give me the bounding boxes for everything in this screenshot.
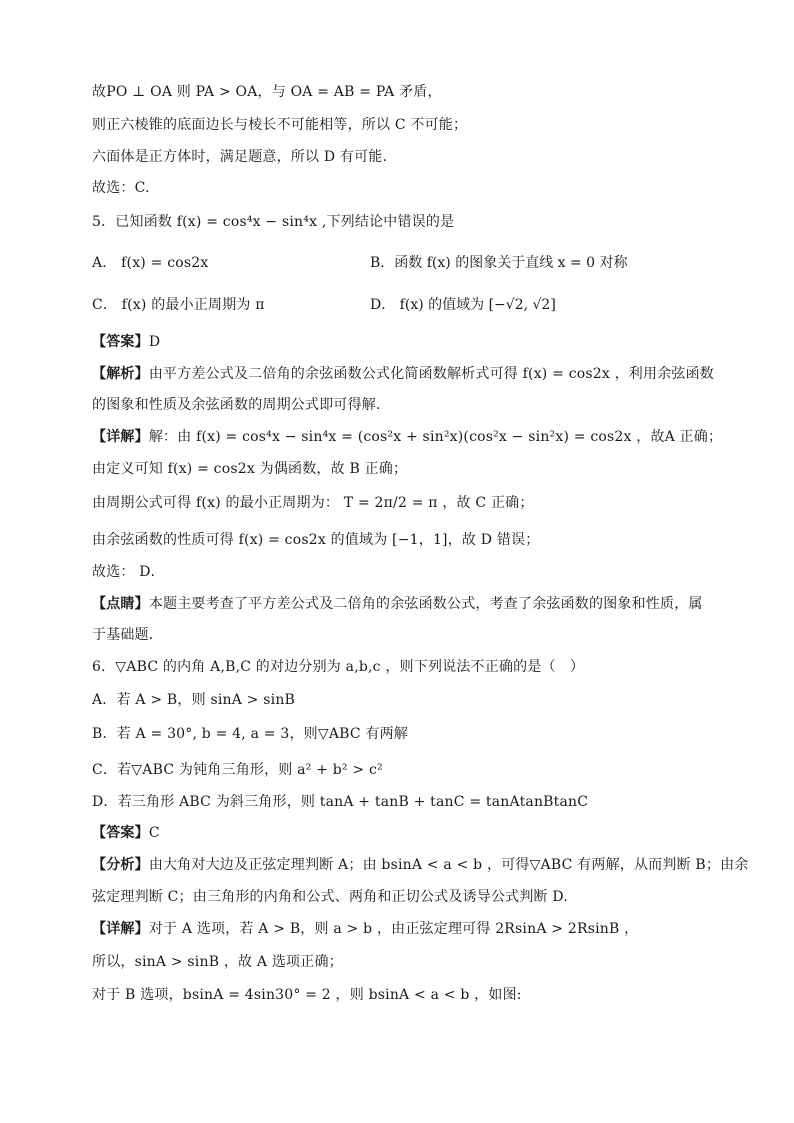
remark-tag: 【点睛】 — [92, 596, 149, 612]
detail-text: 解：由 f(x) = cos⁴x − sin⁴x = (cos²x + sin²x)(cos²x − sin²x) = cos2x ，故A 正确； — [148, 429, 723, 445]
answer-value: C — [148, 825, 160, 841]
analysis-text: 由大角对大边及正弦定理判断 A；由 bsinA < a < b ，可得▽ABC 有两解，从而判断 B；由余 — [148, 857, 749, 873]
detail-5 — [92, 427, 722, 447]
analysis-tag: 【解析】 — [92, 366, 149, 382]
text-line: 六面体是正方体时，满足题意，所以 D 有可能. — [92, 149, 388, 165]
answer-tag: 【答案】 — [92, 825, 149, 841]
text-line: 由余弦函数的性质可得 f(x) = cos2x 的值域为 [−1，1]，故 D 错误； — [92, 532, 540, 548]
text-line: 对于 B 选项，bsinA = 4sin30° = 2 ，则 bsinA < a < b ，如图: — [92, 987, 522, 1003]
detail-tag: 【详解】 — [92, 921, 149, 937]
text-line: 故PO ⊥ OA 则 PA > OA，与 OA = AB = PA 矛盾， — [92, 84, 442, 100]
q5-option-b: B．函数 f(x) 的图象关于直线 x = 0 对称 — [370, 255, 628, 271]
q6-option-a: A．若 A > B，则 sinA > sinB — [92, 692, 296, 708]
answer-value: D — [148, 334, 161, 350]
q6-option-d: D．若三角形 ABC 为斜三角形，则 tanA + tanB + tanC = tanAtanBtanC — [92, 794, 589, 810]
detail-text: 对于 A 选项，若 A > B，则 a > b ，由正弦定理可得 2RsinA > 2RsinB ， — [148, 921, 639, 937]
text-line: 所以，sinA > sinB ，故 A 选项正确； — [92, 954, 343, 970]
q5-option-c: C． f(x) 的最小正周期为 π — [92, 297, 265, 313]
text-line: 由定义可知 f(x) = cos2x 为偶函数，故 B 正确； — [92, 461, 408, 477]
text-line: 则正六棱锥的底面边长与棱长不可能相等，所以 C 不可能； — [92, 117, 468, 133]
question-5: 5．已知函数 f(x) = cos⁴x − sin⁴x ,下列结论中错误的是 — [92, 214, 455, 230]
text-line: 故选： D． — [92, 564, 165, 580]
q5-option-d: D． f(x) 的值域为 [−√2, √2] — [370, 297, 556, 313]
q6-option-c: C．若▽ABC 为钝角三角形，则 a² + b² > c² — [92, 762, 383, 778]
text-line: 的图象和性质及余弦函数的周期公式即可得解． — [92, 397, 391, 413]
answer-6 — [92, 823, 160, 843]
q6-option-b: B．若 A = 30°, b = 4, a = 3，则▽ABC 有两解 — [92, 726, 409, 742]
remark-5 — [92, 594, 703, 614]
text-line: 故选：C. — [92, 180, 150, 196]
analysis-tag: 【分析】 — [92, 857, 149, 873]
answer-tag: 【答案】 — [92, 334, 149, 350]
analysis-5 — [92, 364, 714, 384]
remark-text: 本题主要考查了平方差公式及二倍角的余弦函数公式，考查了余弦函数的图象和性质，属 — [148, 596, 703, 612]
detail-6 — [92, 919, 638, 939]
analysis-6 — [92, 855, 749, 875]
text-line: 弦定理判断 C；由三角形的内角和公式、两角和正切公式及诱导公式判断 D. — [92, 889, 568, 905]
detail-tag: 【详解】 — [92, 429, 149, 445]
question-6: 6．▽ABC 的内角 A,B,C 的对边分别为 a,b,c ，则下列说法不正确的是（ ） — [92, 659, 585, 675]
q5-option-a: A． f(x) = cos2x — [92, 255, 209, 271]
text-line: 由周期公式可得 f(x) 的最小正周期为： T = 2π/2 = π ，故 C 正确； — [92, 495, 534, 511]
text-line: 于基础题． — [92, 627, 163, 643]
analysis-text: 由平方差公式及二倍角的余弦函数公式化简函数解析式可得 f(x) = cos2x ，利用余弦函数 — [148, 366, 714, 382]
answer-5 — [92, 332, 160, 352]
